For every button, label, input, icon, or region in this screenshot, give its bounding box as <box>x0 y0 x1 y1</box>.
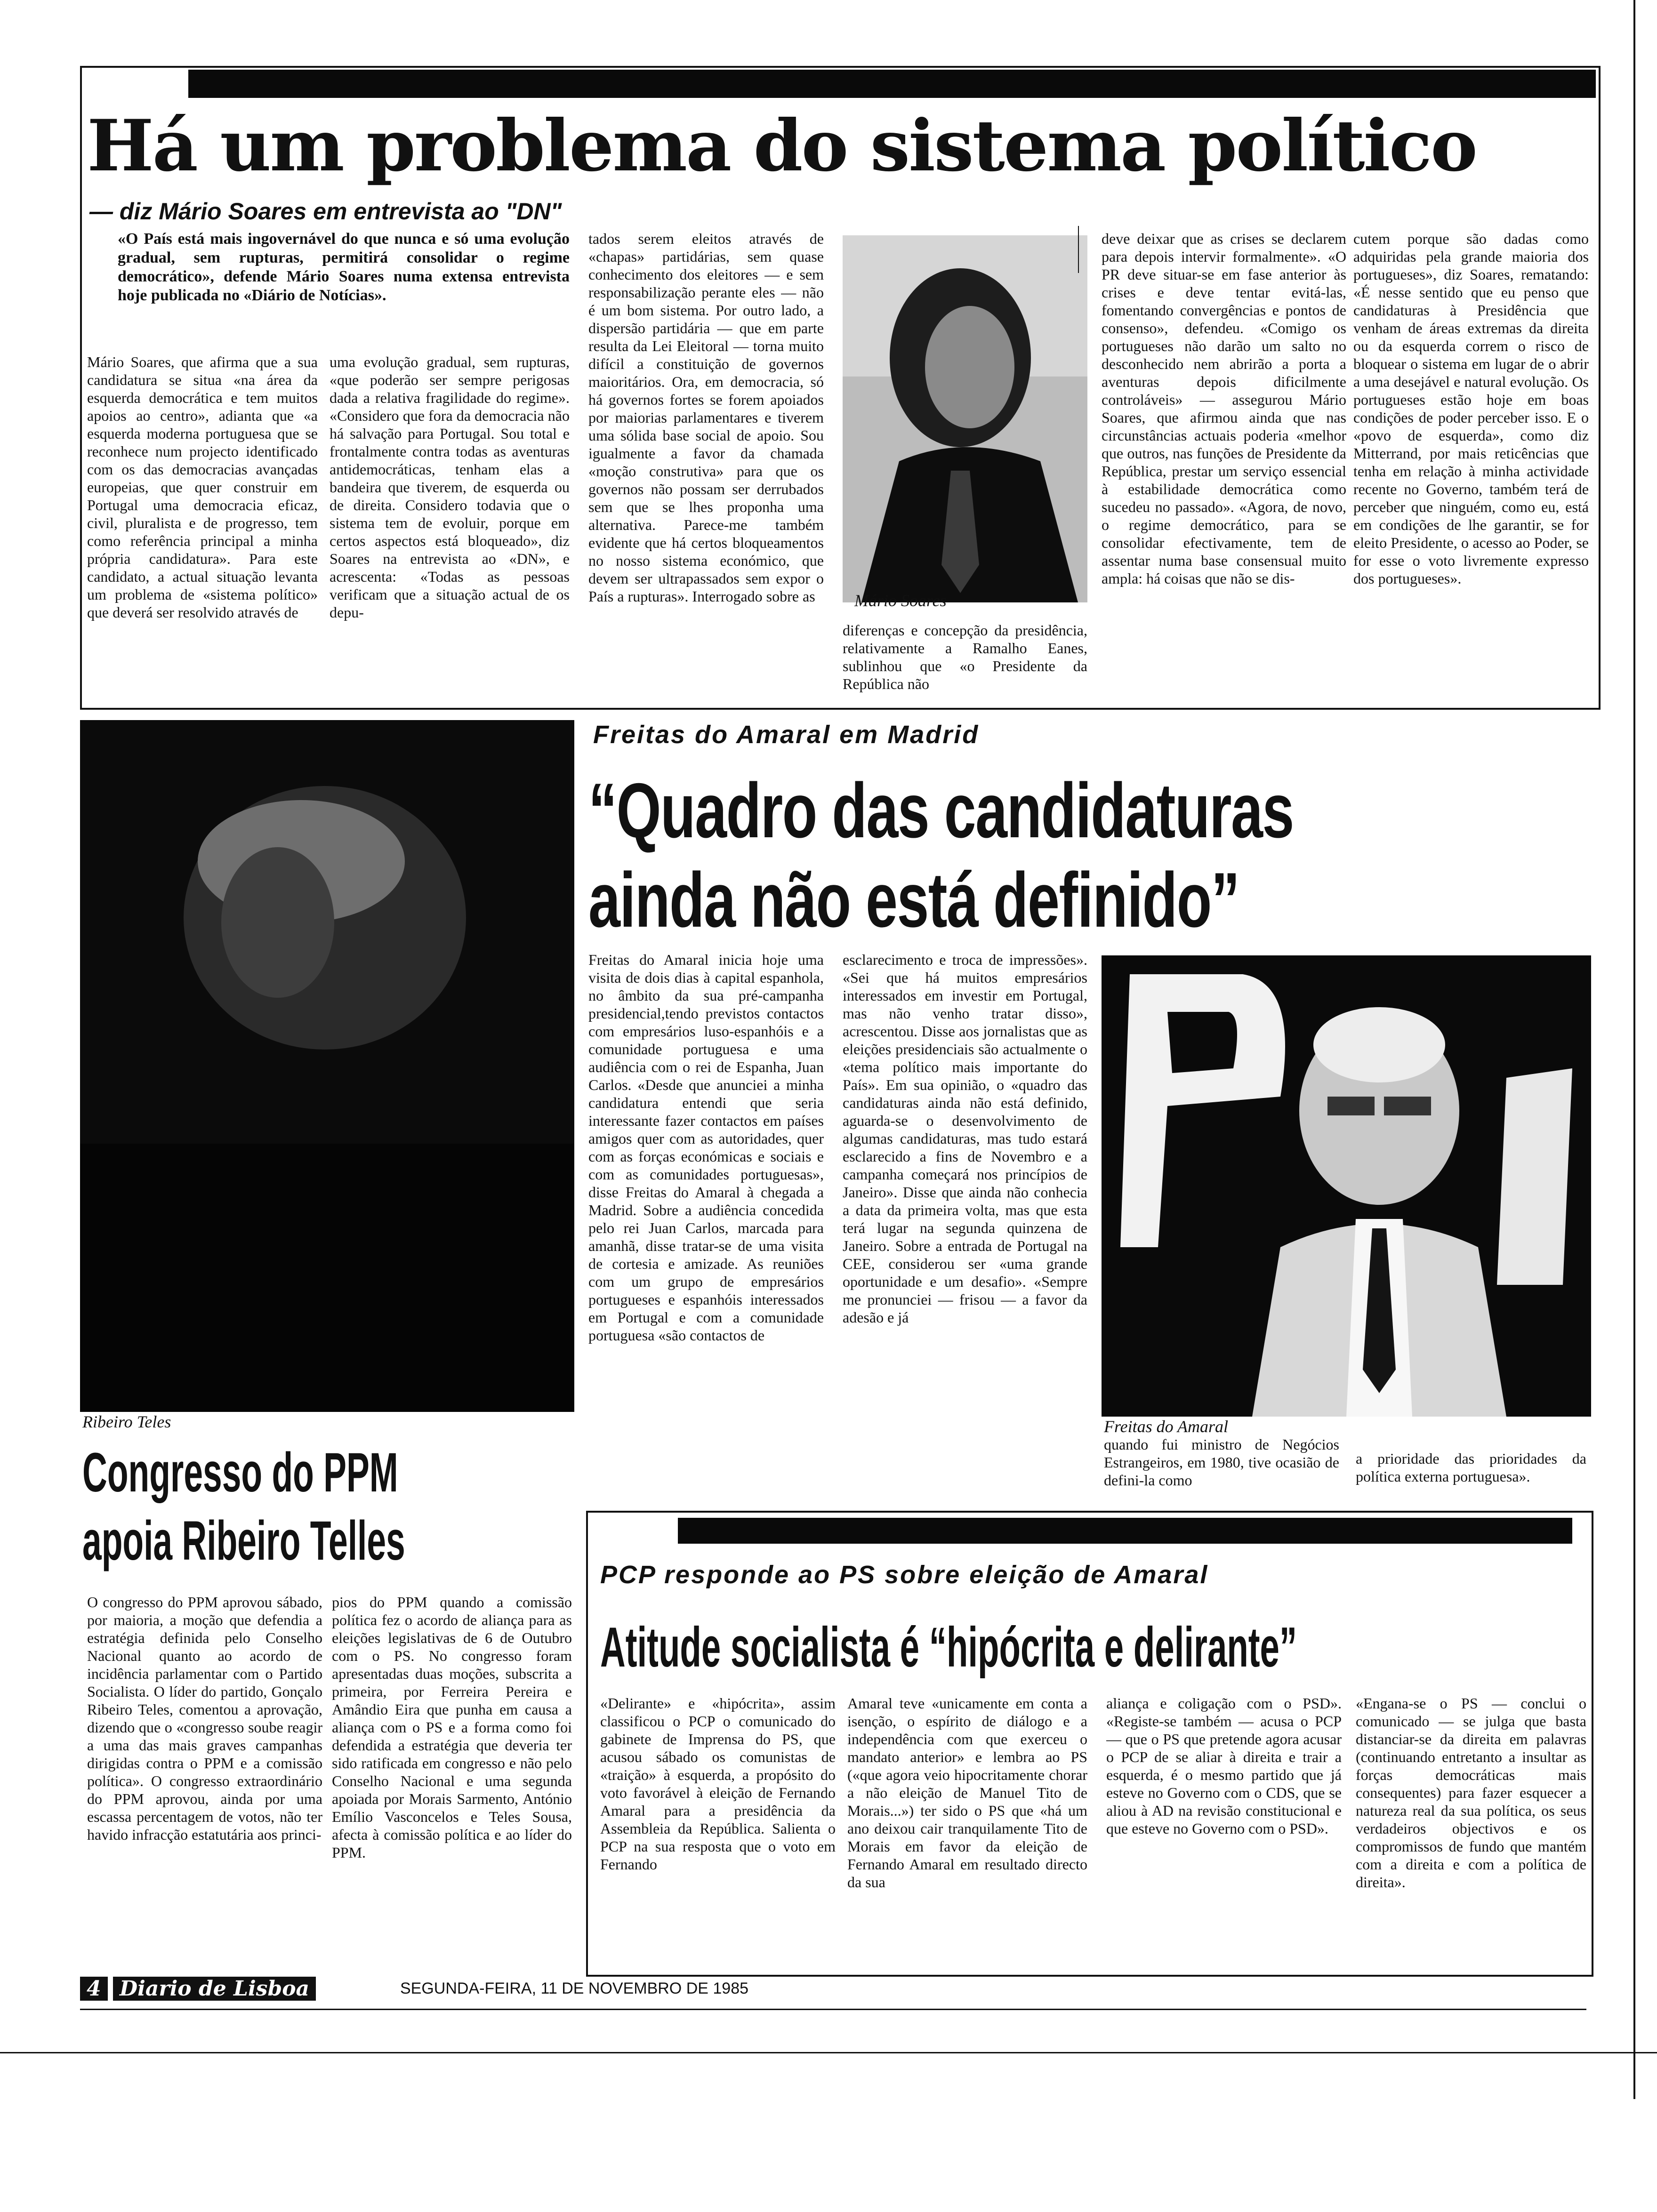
freitas-col2: esclarecimento e troca de impressões». «Sei que há muitos empresários interessados em investir em Portugal, mas não venho tratar disso», acrescentou. Disse aos jornalistas que as eleições presidenciais são actualmente o «tema político mais importante do País». Em sua opinião, o «quadro das candidaturas ainda não está definido, aguarda-se o desenvolvimento de algumas candidaturas, mas tudo estará esclarecido a fins de Novembro e a campanha começará nos princípios de Janeiro». Disse que ainda não conhecia a data da primeira volta, mas que esta terá lugar na segunda quinzena de Janeiro. Sobre a entrada de Portugal na CEE, considerou ser «uma grande oportunidade e um desafio». «Sempre me pronunciei — frisou — a favor da adesão e já <box>843 951 1087 1326</box>
footer-date: SEGUNDA-FEIRA, 11 DE NOVEMBRO DE 1985 <box>400 1980 749 1997</box>
soares-col4: diferenças e concepção da presidência, relativamente a Ramalho Eanes, sublinhou que «o Presidente da República não <box>843 622 1087 692</box>
page-bottom-border <box>0 2052 1657 2053</box>
ppm-col2: pios do PPM quando a comissão política fez o acordo de aliança para as eleições legislativas de 6 de Outubro com o PS. No congresso foram apresentadas duas moções, subscrita a primeira, por Ferreira Pereira e Amândio Eira que punha em causa a aliança com o PS e a forma como foi defendida a estratégia que deveria ter sido ratificada em congresso e não pelo Conselho Nacional e uma segunda apoiada por Morais Sarmento, António Emílio Vasconcelos e Teles Sousa, afecta à comissão política e ao líder do PPM. <box>332 1594 572 1861</box>
page-number: 4 <box>80 1977 108 2001</box>
ppm-col1: O congresso do PPM aprovou sábado, por maioria, a moção que defendia a estratégia definida pelo Conselho Nacional quanto ao acordo de incidência parlamentar com o Partido Socialista. O líder do partido, Gonçalo Ribeiro Teles, comentou a aprovação, dizendo que o «congresso soube reagir a uma das mais graves campanhas dirigidas contra o PPM e a comissão política». O congresso extraordinário do PPM aprovou, ainda por uma escassa percentagem de votos, não ter havido infracção estatutária aos princi- <box>87 1594 322 1843</box>
pcp-col1: «Delirante» e «hipócrita», assim classificou o PCP o comunicado do gabinete de Imprensa do PS, que acusou sábado os comunistas de «traição» à esquerda, a propósito do voto favorável à eleição de Fernando Amaral para a presidência da Assembleia da República. Salienta o PCP na sua resposta que o voto em Fernando <box>600 1695 836 1873</box>
soares-col5: deve deixar que as crises se declarem para depois intervir formalmente». «O PR deve situar-se em fase anterior às crises e deve tentar evitá-las, fomentando convergências e pontos de consenso», defendeu. «Comigo os portugueses não darão um salto no desconhecido nem abrirão a porta a aventuras depois dificilmente controláveis» — assegurou Mário Soares, que afirmou ainda que nas circunstâncias actuais poderia «melhor que outros, nas funções de Presidente da República, prestar um serviço essencial à estabilidade democrática como sucedeu no passado». «Agora, de novo, o regime democrático, para se consolidar efectivamente, tem de assentar numa base consensual muito ampla: há coisas que não se dis- <box>1102 230 1346 587</box>
article-soares-topbar <box>188 70 1596 98</box>
caption-mario-soares: Mário Soares <box>854 591 947 610</box>
photo-ribeiro-teles <box>80 720 574 1412</box>
freitas-col3: quando fui ministro de Negócios Estrangeiros, em 1980, tive ocasião de defini-la como <box>1104 1436 1339 1489</box>
headline-soares: Há um problema do sistema político <box>87 104 1476 187</box>
footer-rule <box>80 2009 1586 2010</box>
lead-soares: «O País está mais ingovernável do que nunca e só uma evolução gradual, sem rupturas, permitirá consolidar o regime democrático», defende Mário Soares numa extensa entrevista hoje publicada no «Diário de Notícias». <box>118 230 570 304</box>
headline-ppm-line1: Congresso do PPM <box>82 1442 398 1504</box>
newspaper-logo: Diario de Lisboa <box>113 1977 316 2001</box>
pcp-col2: Amaral teve «unicamente em conta a isenção, o espírito de diálogo e a independência com que exerceu o mandato anterior» e lembra ao PS («que agora veio hipocritamente chorar a não eleição de Manuel Tito de Morais...») ter sido o PS que «há um ano deixou cair tranquilamente Tito de Morais em favor da eleição de Fernando Amaral em resultado directo da sua <box>847 1695 1087 1891</box>
caption-freitas-do-amaral: Freitas do Amaral <box>1104 1417 1229 1436</box>
soares-col6: cutem porque são dadas como adquiridas pela grande maioria dos portugueses», diz Soares, rematando: «É nesse sentido que eu penso que candidaturas à Presidência que venham de áreas extremas da direita ou da esquerda correm o risco de bloquear o sistema em lugar de o abrir a uma desejável e natural evolução. Os portugueses estão hoje em boas condições de poder perceber isso. E o «povo de esquerda», como diz Mitterrand, por mais reticências que tenha em relação à minha actividade recente no Governo, também terá de perceber que ninguém, como eu, está em condições de lhe garantir, se for eleito Presidente, o acesso ao Poder, se for esse o voto livremente expresso dos portugueses». <box>1353 230 1589 587</box>
kicker-pcp: PCP responde ao PS sobre eleição de Amaral <box>600 1561 1209 1589</box>
caption-ribeiro-teles: Ribeiro Teles <box>82 1412 171 1431</box>
page-right-border <box>1633 0 1635 2099</box>
soares-col1: Mário Soares, que afirma que a sua candidatura se situa «na área da esquerda democrática e tem muitos apoios ao centro», adianta que «a esquerda moderna portuguesa que se reconhece num projecto identificado com os das democracias avançadas europeias, que quer construir em Portugal uma democracia eficaz, civil, pluralista e de progresso, tem como referência principal a minha própria candidatura». Para este candidato, a actual situação levanta um problema de «sistema político» que deverá ser resolvido através de <box>87 353 318 621</box>
headline-ppm-line2: apoia Ribeiro Telles <box>82 1510 405 1572</box>
headline-freitas-line2: ainda não está definido” <box>588 857 1239 943</box>
soares-col3: tados serem eleitos através de «chapas» partidárias, sem quase conhecimento dos eleitores — e sem responsabilização perante eles — não é um bom sistema. Por outro lado, a dispersão partidária — que em parte resulta da Lei Eleitoral — torna muito difícil a constituição de governos maioritários. Ora, em democracia, só há governos fortes se forem apoiados por maiorias parlamentares e tiverem uma sólida base social de apoio. Sou igualmente a favor da chamada «moção construtiva» para que os governos não possam ser derrubados sem que se lhes proponha uma alternativa. Parece-me também evidente que há certos bloqueamentos no nosso sistema económico, que devem ser ultrapassados sem expor o País a rupturas». Interrogado sobre as <box>588 230 824 605</box>
photo-mario-soares <box>843 235 1087 602</box>
pcp-col3: aliança e coligação com o PSD». «Registe-se também — acusa o PCP — que o PS que pretende agora acusar o PCP de se aliar à direita e trair a esquerda, é o mesmo partido que já esteve no Governo com o CDS, que se aliou à AD na revisão constitucional e que esteve no Governo com o PSD». <box>1106 1695 1342 1837</box>
subhead-soares: — diz Mário Soares em entrevista ao "DN" <box>89 198 562 224</box>
freitas-col4: a prioridade das prioridades da política externa portuguesa». <box>1356 1450 1586 1485</box>
soares-column-rule <box>1078 226 1079 273</box>
article-pcp-topbar <box>678 1518 1572 1544</box>
footer <box>80 1977 1586 2005</box>
photo-freitas-do-amaral <box>1102 955 1591 1417</box>
pcp-col4: «Engana-se o PS — conclui o comunicado — se julga que basta distanciar-se da direita em palavras (continuando entretanto a insultar as forças democráticas mais consequentes) para fazer esquecer a natureza real da sua política, os seus verdadeiros objectivos e os compromissos de fundo que mantém com a direita e com a política de direita». <box>1356 1695 1586 1891</box>
headline-pcp: Atitude socialista é “hipócrita e delirante” <box>600 1616 1297 1679</box>
soares-col2: uma evolução gradual, sem rupturas, «que poderão ser sempre perigosas dada a relativa fragilidade do regime». «Considero que fora da democracia não há salvação para Portugal. Sou total e frontalmente contra todas as aventuras antidemocráticas, tenham elas a bandeira que tiverem, de esquerda ou de direita. Considero todavia que o sistema tem de evoluir, porque em certos aspectos está bloqueado», diz Soares na entrevista ao «DN», e acrescenta: «Todas as pessoas verificam que a situação actual de os depu- <box>330 353 570 621</box>
freitas-col1: Freitas do Amaral inicia hoje uma visita de dois dias à capital espanhola, no âmbito da sua pré-campanha presidencial,tendo previstos contactos com empresários luso-espanhóis e a comunidade portuguesa e uma audiência com o rei de Espanha, Juan Carlos. «Desde que anunciei a minha candidatura entendi que seria interessante fazer contactos em países amigos quer com as autoridades, quer com as forças económicas e sociais e com as comunidades portuguesas», disse Freitas do Amaral à chegada a Madrid. Sobre a audiência concedida pelo rei Juan Carlos, marcada para amanhã, disse tratar-se de uma visita de cortesia e amizade. As reuniões com um grupo de empresários portugueses e espanhóis interessados em Portugal e com a comunidade portuguesa «são contactos de <box>588 951 824 1344</box>
kicker-freitas: Freitas do Amaral em Madrid <box>593 721 980 749</box>
headline-freitas-line1: “Quadro das candidaturas <box>588 767 1294 854</box>
